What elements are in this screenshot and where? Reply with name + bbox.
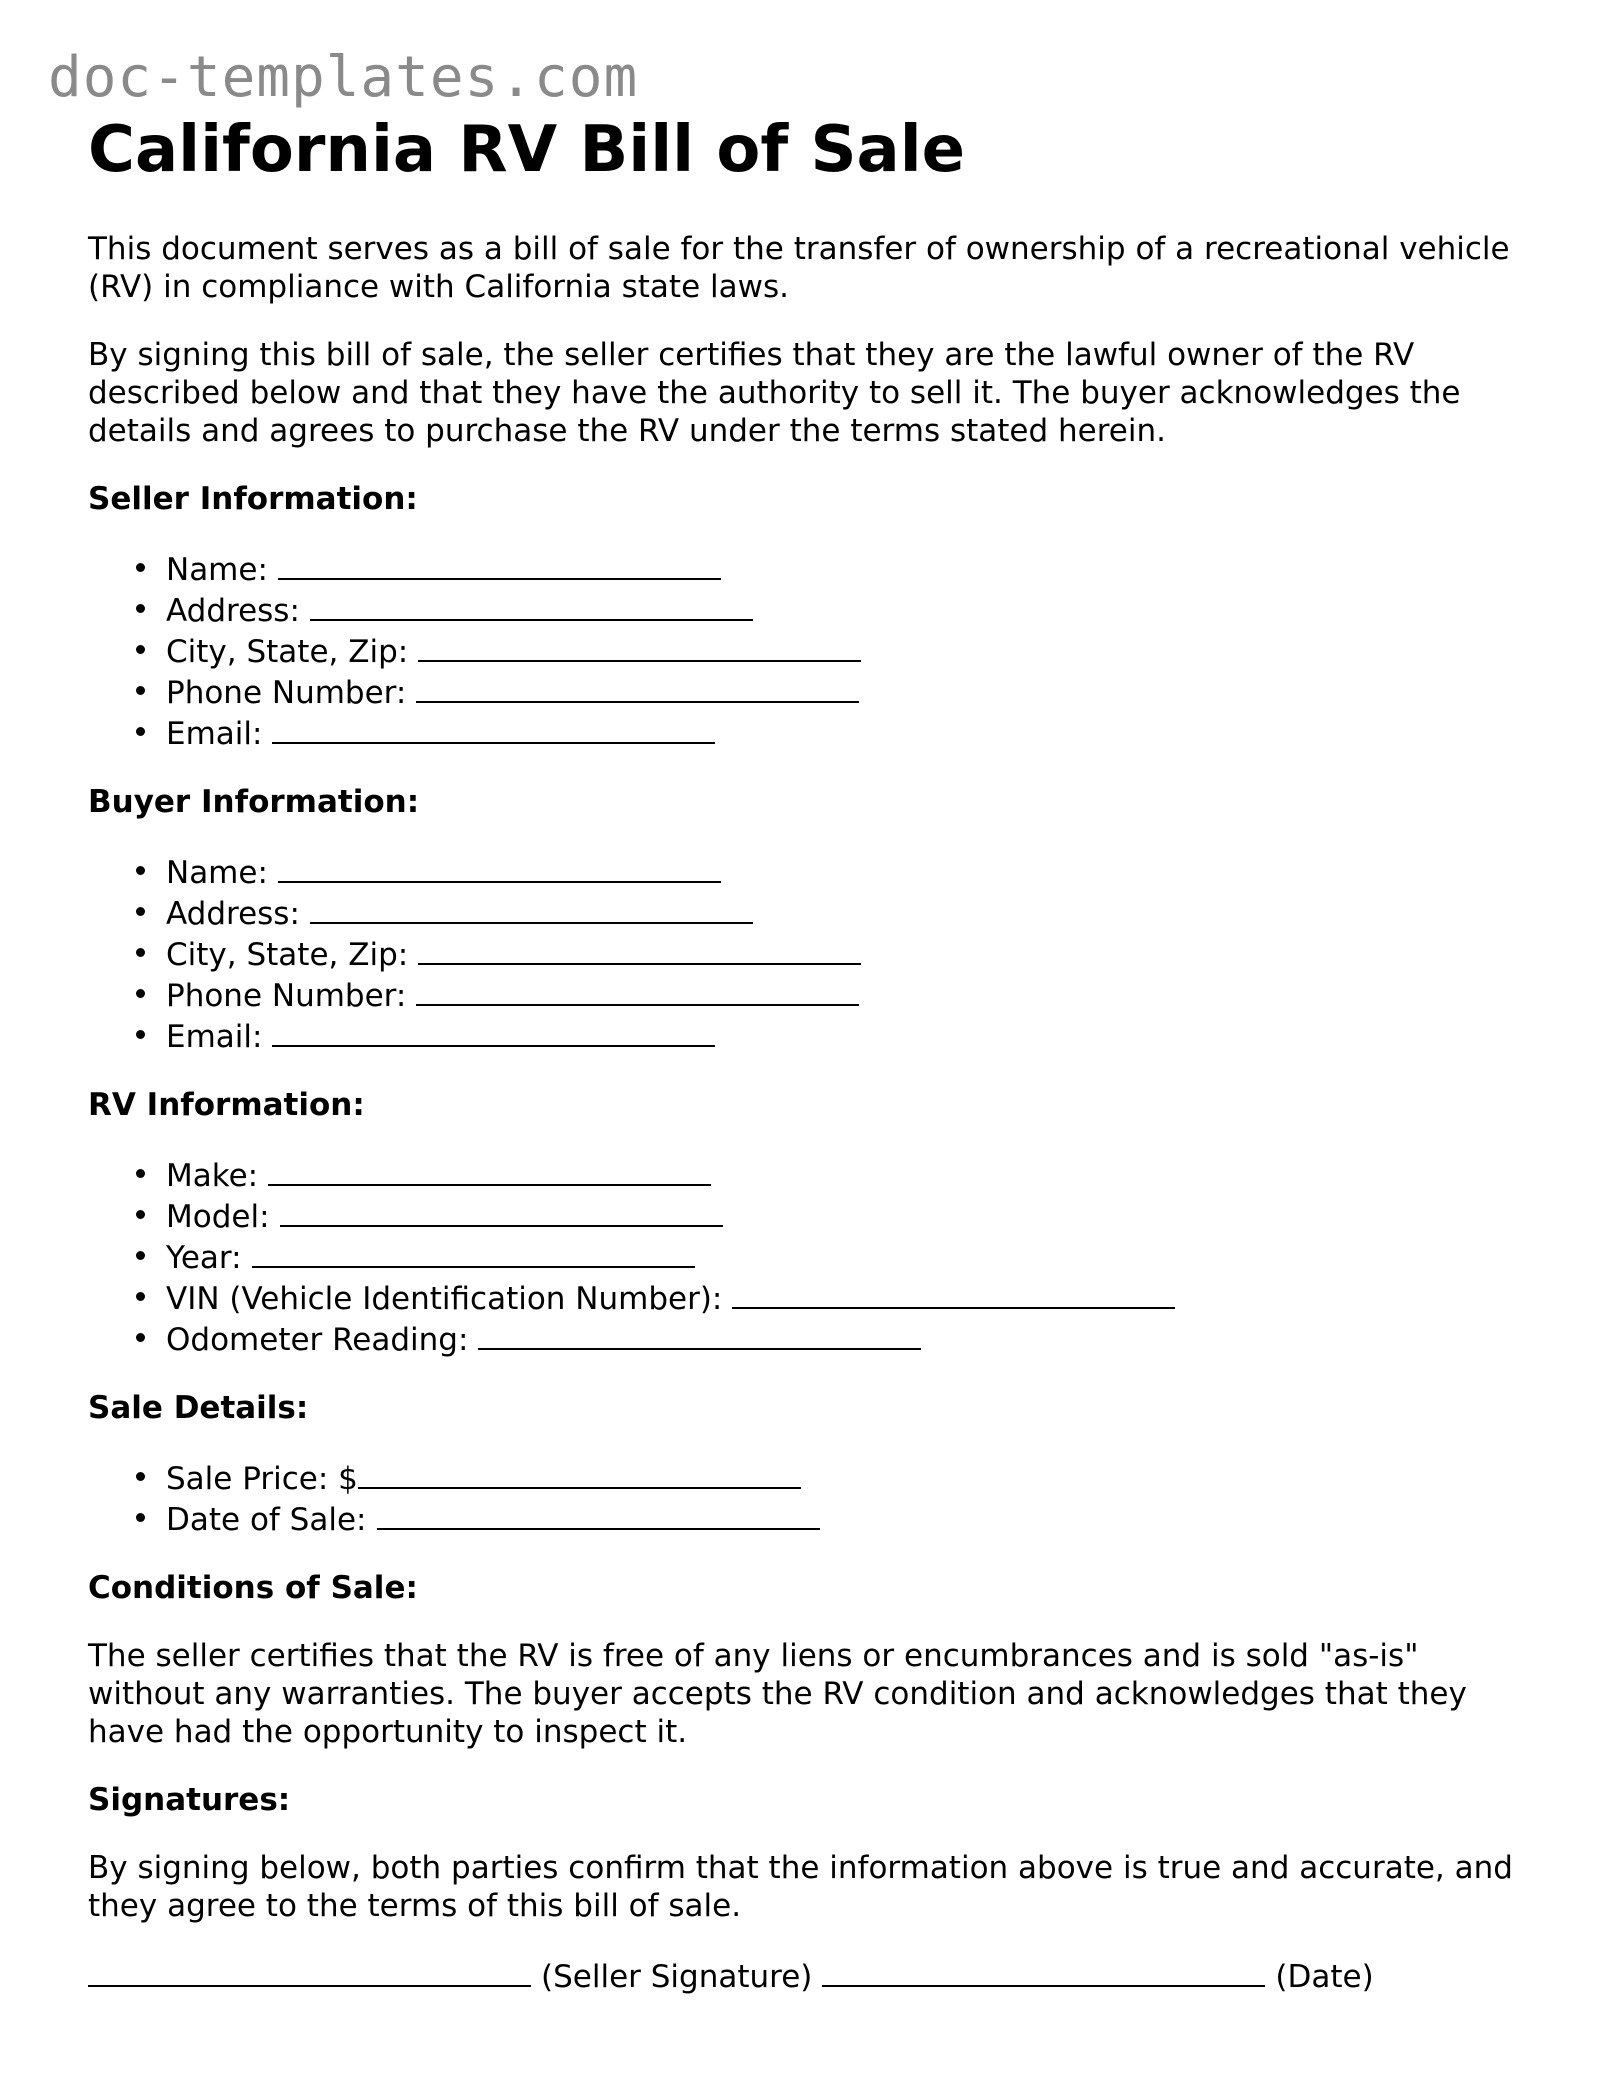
field-label: Phone Number: — [166, 978, 407, 1014]
seller-address-field — [166, 589, 1528, 630]
buyer-email-field — [166, 1015, 1528, 1056]
sale-heading: Sale Details: — [88, 1390, 309, 1426]
fill-in-blank[interactable] — [377, 1498, 820, 1530]
signatures-heading: Signatures: — [88, 1782, 291, 1818]
field-label: Odometer Reading: — [166, 1322, 469, 1358]
field-label: Model: — [166, 1199, 270, 1235]
rv-year-field — [166, 1236, 1528, 1277]
field-label: Address: — [166, 896, 300, 932]
fill-in-blank[interactable] — [272, 712, 715, 744]
rv-odometer-field — [166, 1318, 1528, 1359]
fill-in-blank[interactable] — [310, 589, 753, 621]
seller-name-field — [166, 548, 1528, 589]
field-label: Year: — [166, 1240, 242, 1276]
seller-heading: Seller Information: — [88, 481, 418, 517]
rv-model-field — [166, 1195, 1528, 1236]
buyer-phone-field — [166, 974, 1528, 1015]
fill-in-blank[interactable] — [278, 548, 721, 580]
field-label: Sale Price: $ — [166, 1461, 358, 1497]
buyer-city-state-zip-field — [166, 933, 1528, 974]
conditions-heading: Conditions of Sale: — [88, 1570, 418, 1606]
signatures-paragraph: By signing below, both parties confirm that the information above is true and accurate, and they agree to the terms of this bill of sale. — [88, 1850, 1513, 1924]
fill-in-blank[interactable] — [280, 1195, 723, 1227]
field-label: VIN (Vehicle Identification Number): — [166, 1281, 723, 1317]
buyer-name-field — [166, 851, 1528, 892]
field-label: Name: — [166, 855, 268, 891]
fill-in-blank[interactable] — [278, 851, 721, 883]
rv-make-field — [166, 1154, 1528, 1195]
buyer-fields — [88, 851, 1528, 1056]
seller-fields — [88, 548, 1528, 753]
watermark: doc-templates.com — [48, 45, 639, 110]
date-label: (Date) — [1275, 1959, 1374, 1995]
seller-phone-field — [166, 671, 1528, 712]
fill-in-blank[interactable] — [268, 1154, 711, 1186]
field-label: Address: — [166, 593, 300, 629]
fill-in-blank[interactable] — [358, 1457, 801, 1489]
rv-heading: RV Information: — [88, 1087, 365, 1123]
conditions-paragraph: The seller certifies that the RV is free of any liens or encumbrances and is sold "as-is" without any warranties. The buyer accepts the RV condition and acknowledges that they have had the opportunity to inspect it. — [88, 1638, 1467, 1750]
seller-signature-label: (Seller Signature) — [541, 1959, 813, 1995]
fill-in-blank[interactable] — [416, 974, 859, 1006]
field-label: Name: — [166, 552, 268, 588]
seller-email-field — [166, 712, 1528, 753]
document-body — [88, 110, 1528, 1996]
intro-paragraph: By signing this bill of sale, the seller certifies that they are the lawful owner of the RV described below and that they have the authority to sell it. The buyer acknowledges the details and agrees to purchase the RV under the terms stated herein. — [88, 337, 1461, 449]
fill-in-blank[interactable] — [478, 1318, 921, 1350]
sale-date-field — [166, 1498, 1528, 1539]
field-label: City, State, Zip: — [166, 634, 409, 670]
date-blank[interactable] — [822, 1955, 1265, 1987]
fill-in-blank[interactable] — [310, 892, 753, 924]
field-label: City, State, Zip: — [166, 937, 409, 973]
fill-in-blank[interactable] — [418, 933, 861, 965]
buyer-address-field — [166, 892, 1528, 933]
field-label: Date of Sale: — [166, 1502, 367, 1538]
sale-fields — [88, 1457, 1528, 1539]
document-title: California RV Bill of Sale — [88, 113, 966, 187]
field-label: Email: — [166, 716, 263, 752]
seller-city-state-zip-field — [166, 630, 1528, 671]
fill-in-blank[interactable] — [272, 1015, 715, 1047]
field-label: Make: — [166, 1158, 259, 1194]
fill-in-blank[interactable] — [418, 630, 861, 662]
signature-line — [88, 1955, 1528, 1996]
fill-in-blank[interactable] — [252, 1236, 695, 1268]
sale-price-field — [166, 1457, 1528, 1498]
fill-in-blank[interactable] — [416, 671, 859, 703]
fill-in-blank[interactable] — [732, 1277, 1175, 1309]
buyer-heading: Buyer Information: — [88, 784, 420, 820]
seller-signature-blank[interactable] — [88, 1955, 531, 1987]
field-label: Email: — [166, 1019, 263, 1055]
rv-vin-field — [166, 1277, 1528, 1318]
intro-paragraph: This document serves as a bill of sale for the transfer of ownership of a recreational vehicle (RV) in compliance with California state laws. — [88, 231, 1510, 305]
field-label: Phone Number: — [166, 675, 407, 711]
rv-fields — [88, 1154, 1528, 1359]
